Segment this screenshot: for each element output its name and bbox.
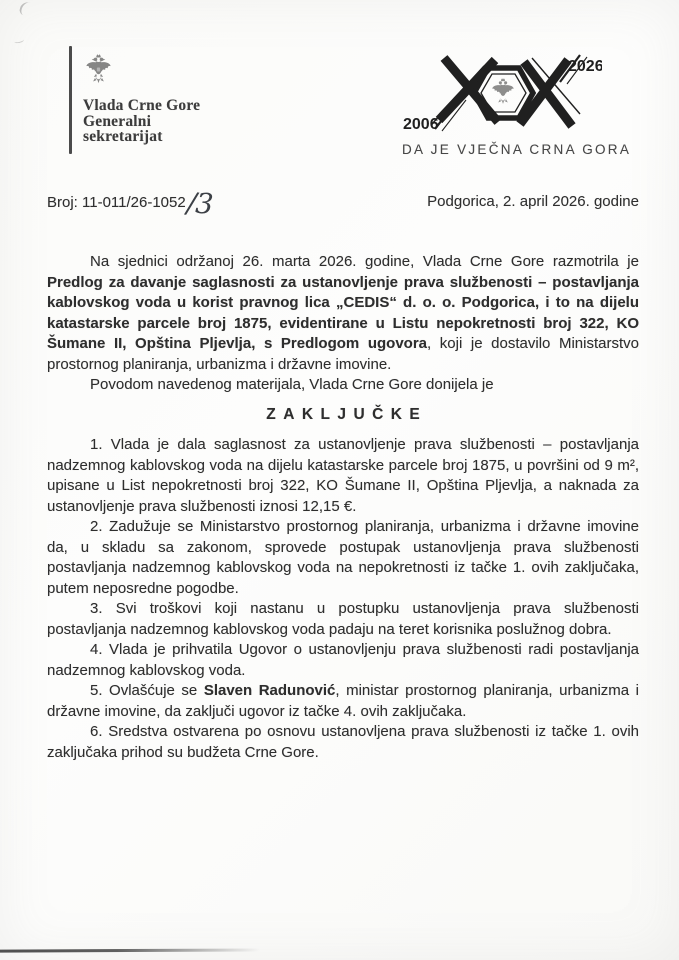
letterhead [69,46,200,154]
org-name-line: Generalni [83,112,152,130]
anniversary-slogan: DA JE VJEČNA CRNA GORA [402,142,632,157]
text-run: 4. Vlada je prihvatila Ugovor o ustanovljenju prava službenosti radi postavljanja nadzemnog kablovskog voda. [47,641,639,679]
hexagon-eagle-icon [492,78,514,104]
handwritten-annotation: /3 [185,186,214,221]
anniversary-logo [402,54,632,157]
conclusion-item-2 [47,517,639,599]
text-run: 1. Vlada je dala saglasnost za ustanovljenje prava službenosti – postavljanja nadzemnog kablovskog voda na dijelu katastarske parcele broj 1875, u površini od 9 m², upisane u List nepokretnosti broj 322, KO Šumane II, Opština Pljevlja, a naknada za ustanovljenje prava službenosti iznosi 12,15 €. [47,436,639,515]
text-run-bold: Slaven Radunović [203,682,336,699]
conclusion-item-5 [47,681,639,722]
lead-in-paragraph: Povodom navedenog materijala, Vlada Crne Gore donijela je [90,376,494,393]
conclusion-item-6 [47,722,639,763]
text-run: 3. Svi troškovi koji nastanu u postupku ustanovljenja prava službenosti postavljanja nadzemnog kablovskog voda padaju na teret korisnika poslužnog dobra. [47,600,639,638]
anniversary-year-start: 2006 [403,116,439,133]
org-name-line: sekretarijat [83,128,163,145]
org-name-block [83,98,200,145]
reference-number [47,186,214,221]
coat-of-arms-icon [85,48,112,94]
conclusions-heading: ZAKLJUČKE [266,405,428,423]
intro-paragraph [47,252,639,375]
text-run: 6. Sredstva ostvarena po osnovu ustanovljena prava službenosti iz tačke 1. ovih zaključaka prihod su budžeta Crne Gore. [47,723,639,761]
anniversary-year-end: 2026 [568,58,602,75]
document-body [47,252,639,763]
text-run: 2. Zadužuje se Ministarstvo prostornog planiranja, urbanizma i državne imovine da, u skladu sa zakonom, sprovede postupak ustanovljenja prava službenosti postavljanja nadzemnog kablovskog voda na nepokretnosti iz tačke 1. ovih zaključaka, putem neposredne pogodbe. [47,518,639,597]
reference-row [47,186,639,221]
org-name-line: Vlada Crne Gore [83,97,201,114]
place-and-date: Podgorica, 2. april 2026. godine [427,193,639,210]
letterhead-divider [69,46,72,154]
text-run: 5. Ovlašćuje se [90,682,204,699]
text-run: Na sjednici održanoj 26. marta 2026. godine, Vlada Crne Gore razmotrila je [90,253,639,270]
text-run: , ministar prostornog planiranja, urbanizma i državne imovine, da zaključi ugovor iz tačke 4. ovih zaključaka. [47,682,640,720]
conclusion-item-1 [47,435,639,517]
conclusion-item-3 [47,599,639,640]
text-run: , koji je dostavilo Ministarstvo prostornog planiranja, urbanizma i državne imovine. [47,335,639,373]
xx-anniversary-monogram-icon [402,54,602,134]
shield-detail [97,67,100,71]
scan-artifact-line [0,948,260,952]
text-run-bold: Predlog za davanje saglasnosti za ustanovljenje prava službenosti – postavljanja kablovskog voda u korist pravnog lica „CEDIS“ d. o. o. Podgorica, i to na dijelu katastarske parcele broj 1875, evidentirane u Listu nepokretnosti broj 322, KO Šumane II, Opština Pljevlja, s Predlogom ugovora [47,273,639,352]
reference-number-text: Broj: 11-011/26-1052 [47,194,186,211]
conclusion-item-4 [47,640,639,681]
scan-artifact-smudge [18,0,36,18]
scan-artifact-smudge [14,37,25,44]
